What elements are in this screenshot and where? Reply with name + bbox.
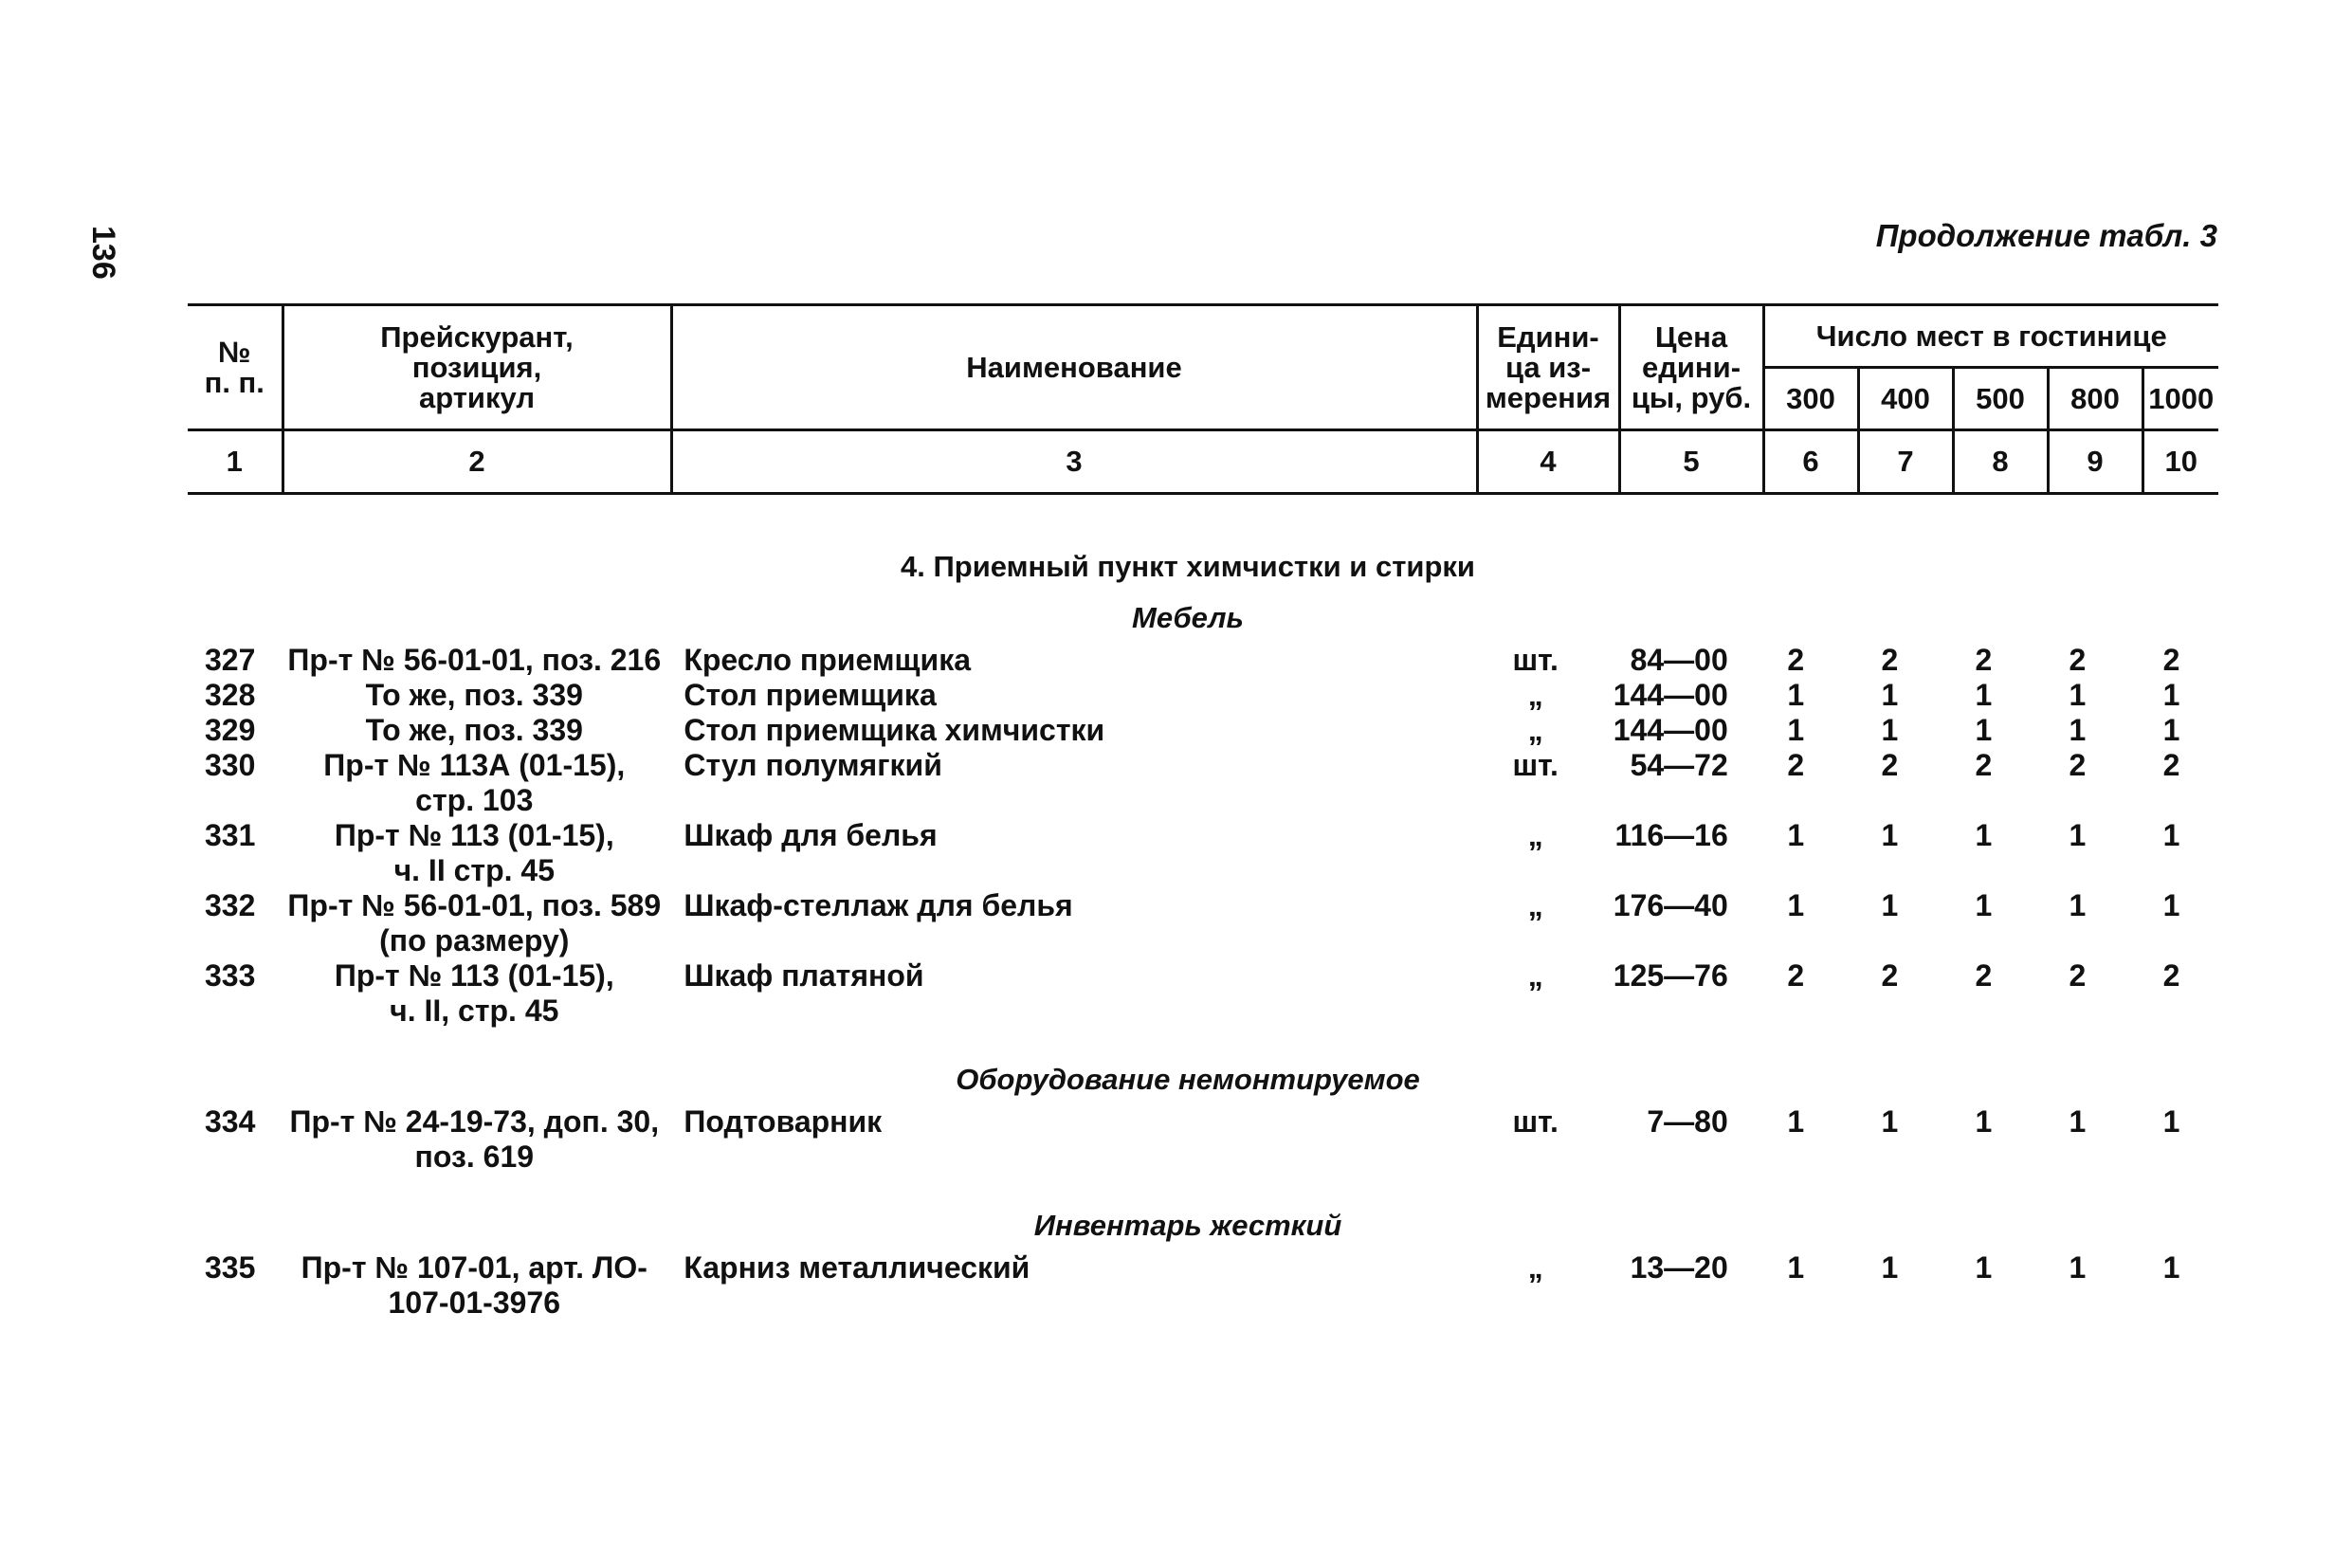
- row-unit: „: [1527, 713, 1543, 747]
- row-name: Карниз металлический: [684, 1250, 1030, 1285]
- row-quantity: 1: [1881, 1250, 1899, 1285]
- item-groups: [188, 593, 2218, 1321]
- row-price: 7—80: [1647, 1104, 1728, 1139]
- row-quantity: 1: [1881, 888, 1899, 922]
- section-title: 4. Приемный пункт химчистки и стирки: [901, 550, 1475, 583]
- row-quantity: 1: [2069, 818, 2087, 852]
- row-quantity: 1: [1975, 888, 1993, 922]
- row-quantity: 2: [2162, 748, 2180, 782]
- row-quantity: 1: [2162, 818, 2180, 852]
- row-quantity: 1: [2162, 888, 2180, 922]
- group-title: Мебель: [1132, 601, 1244, 634]
- table-row: [188, 713, 2218, 748]
- row-price: 176—40: [1613, 888, 1728, 922]
- row-price: 54—72: [1630, 748, 1728, 782]
- row-quantity: 1: [1975, 1250, 1993, 1285]
- row-price-list-ref: То же, поз. 339: [365, 713, 583, 747]
- row-name: Шкаф платяной: [684, 958, 924, 993]
- row-price: 144—00: [1613, 678, 1728, 712]
- row-quantity: 1: [1787, 678, 1805, 712]
- column-number: 5: [1619, 430, 1763, 494]
- row-quantity: 1: [2162, 713, 2180, 747]
- row-quantity: 2: [2069, 958, 2087, 993]
- table-header: [188, 303, 2218, 495]
- row-quantity: 1: [2069, 1104, 2087, 1139]
- header-col-price: Цена едини- цы, руб.: [1619, 305, 1763, 430]
- row-quantity: 2: [1975, 748, 1993, 782]
- row-price: 116—16: [1614, 818, 1728, 852]
- column-number: 10: [2142, 430, 2218, 494]
- row-quantity: 1: [1975, 818, 1993, 852]
- header-col-name: Наименование: [671, 305, 1477, 430]
- row-quantity: 2: [2069, 748, 2087, 782]
- row-quantity: 1: [1787, 818, 1805, 852]
- row-number: 331: [205, 818, 256, 852]
- row-number: 329: [205, 713, 256, 747]
- row-quantity: 1: [1881, 1104, 1899, 1139]
- row-quantity: 1: [1881, 713, 1899, 747]
- row-quantity: 1: [2162, 1104, 2180, 1139]
- continuation-label: Продолжение табл. 3: [1875, 218, 2217, 253]
- row-quantity: 1: [2069, 1250, 2087, 1285]
- row-quantity: 2: [1881, 748, 1899, 782]
- row-quantity: 1: [2069, 888, 2087, 922]
- row-name: Стол приемщика химчистки: [684, 713, 1105, 747]
- header-places-800: 800: [2048, 368, 2142, 430]
- row-name: Шкаф для белья: [684, 818, 938, 852]
- row-price-list-ref: Пр-т № 107-01, арт. ЛО- 107-01-3976: [301, 1250, 647, 1320]
- column-number: 2: [283, 430, 671, 494]
- table-row: [188, 678, 2218, 713]
- row-unit: „: [1527, 888, 1543, 922]
- header-col-unit: Едини- ца из- мерения: [1477, 305, 1619, 430]
- table-row: [188, 643, 2218, 678]
- header-places-300: 300: [1763, 368, 1858, 430]
- row-unit: „: [1527, 1250, 1543, 1285]
- row-price-list-ref: То же, поз. 339: [365, 678, 583, 712]
- column-number: 3: [671, 430, 1477, 494]
- row-unit: шт.: [1512, 748, 1559, 782]
- row-name: Подтоварник: [684, 1104, 883, 1139]
- table-body: [188, 531, 2218, 1321]
- column-number: 9: [2048, 430, 2142, 494]
- table-row: [188, 818, 2218, 888]
- row-number: 333: [205, 958, 256, 993]
- row-price-list-ref: Пр-т № 24-19-73, доп. 30, поз. 619: [289, 1104, 660, 1174]
- column-number: 4: [1477, 430, 1619, 494]
- row-price: 125—76: [1613, 958, 1728, 993]
- group-title: Инвентарь жесткий: [1033, 1209, 1342, 1242]
- table-row: [188, 1250, 2218, 1321]
- row-quantity: 2: [1787, 958, 1805, 993]
- row-quantity: 2: [2162, 958, 2180, 993]
- column-number: 1: [188, 430, 283, 494]
- group-spacer: [188, 1029, 2218, 1055]
- row-price-list-ref: Пр-т № 56-01-01, поз. 589 (по размеру): [287, 888, 662, 957]
- row-price-list-ref: Пр-т № 56-01-01, поз. 216: [287, 643, 662, 677]
- row-unit: „: [1527, 678, 1543, 712]
- table-row: [188, 1104, 2218, 1175]
- row-quantity: 2: [2069, 643, 2087, 677]
- header-col-num: № п. п.: [188, 305, 283, 430]
- header-col-places: Число мест в гостинице: [1763, 305, 2218, 368]
- row-quantity: 1: [2162, 1250, 2180, 1285]
- row-price-list-ref: Пр-т № 113 (01-15), ч. II, стр. 45: [334, 958, 614, 1028]
- row-unit: „: [1527, 818, 1543, 852]
- row-quantity: 1: [2069, 713, 2087, 747]
- table-row: [188, 958, 2218, 1029]
- row-price-list-ref: Пр-т № 113 (01-15), ч. II стр. 45: [334, 818, 614, 887]
- column-number: 8: [1953, 430, 2048, 494]
- row-quantity: 2: [1881, 958, 1899, 993]
- row-number: 327: [205, 643, 256, 677]
- row-unit: „: [1527, 958, 1543, 993]
- row-price: 84—00: [1630, 643, 1728, 677]
- row-price-list-ref: Пр-т № 113А (01-15), стр. 103: [323, 748, 626, 817]
- row-quantity: 1: [1881, 678, 1899, 712]
- row-name: Шкаф-стеллаж для белья: [684, 888, 1073, 922]
- row-quantity: 1: [1787, 713, 1805, 747]
- group-title: Оборудование немонтируемое: [956, 1063, 1420, 1096]
- page-number: 136: [85, 226, 121, 280]
- row-number: 328: [205, 678, 256, 712]
- row-unit: шт.: [1512, 1104, 1559, 1139]
- table-row: [188, 888, 2218, 958]
- row-number: 335: [205, 1250, 256, 1285]
- column-number: 6: [1763, 430, 1858, 494]
- row-name: Стол приемщика: [684, 678, 937, 712]
- row-quantity: 1: [2069, 678, 2087, 712]
- row-number: 332: [205, 888, 256, 922]
- row-quantity: 1: [1787, 1250, 1805, 1285]
- row-quantity: 1: [1975, 678, 1993, 712]
- header-places-1000: 1000: [2142, 368, 2218, 430]
- row-quantity: 2: [2162, 643, 2180, 677]
- header-places-400: 400: [1858, 368, 1953, 430]
- row-name: Кресло приемщика: [684, 643, 971, 677]
- row-price: 144—00: [1613, 713, 1728, 747]
- row-quantity: 1: [1975, 713, 1993, 747]
- row-quantity: 2: [1975, 643, 1993, 677]
- column-number: 7: [1858, 430, 1953, 494]
- row-quantity: 2: [1787, 643, 1805, 677]
- table-row: [188, 748, 2218, 818]
- row-quantity: 1: [1881, 818, 1899, 852]
- row-unit: шт.: [1512, 643, 1559, 677]
- header-col-price-list: Прейскурант, позиция, артикул: [283, 305, 671, 430]
- row-quantity: 2: [1975, 958, 1993, 993]
- row-name: Стул полумягкий: [684, 748, 942, 782]
- row-price: 13—20: [1630, 1250, 1728, 1285]
- row-number: 330: [205, 748, 256, 782]
- row-quantity: 1: [1975, 1104, 1993, 1139]
- row-quantity: 2: [1787, 748, 1805, 782]
- row-quantity: 2: [1881, 643, 1899, 677]
- row-quantity: 1: [2162, 678, 2180, 712]
- group-spacer: [188, 1175, 2218, 1201]
- row-quantity: 1: [1787, 888, 1805, 922]
- row-quantity: 1: [1787, 1104, 1805, 1139]
- header-places-500: 500: [1953, 368, 2048, 430]
- row-number: 334: [205, 1104, 256, 1139]
